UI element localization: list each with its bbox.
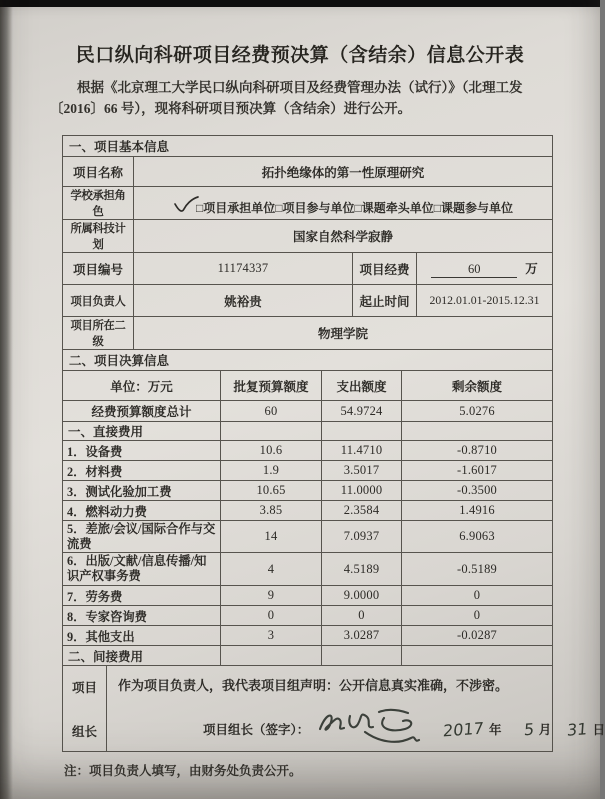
empty-cell <box>322 422 402 441</box>
row-label: 1．设备费 <box>63 441 221 461</box>
table-row <box>63 285 553 317</box>
intro-line-1: 根据《北京理工大学民口纵向科研项目及经费管理办法（试行）》（北理工发 <box>77 80 523 95</box>
row-spent: 3.0287 <box>322 626 402 646</box>
role-label: 学校承担角色 <box>63 187 134 220</box>
budget-row <box>63 606 553 626</box>
empty-cell <box>402 646 553 666</box>
photo-left-edge <box>0 0 13 799</box>
row-approved: 0 <box>221 606 322 626</box>
school-label: 项目所在二级 <box>63 317 134 350</box>
school-value: 物理学院 <box>134 317 553 350</box>
row-remaining: -1.6017 <box>402 461 553 481</box>
direct-cost-label: 一、直接费用 <box>63 422 221 441</box>
fund-unit: 万 <box>525 262 538 276</box>
year-unit: 年 <box>488 723 502 737</box>
row-label: 7．劳务费 <box>63 586 221 606</box>
project-name-label: 项目名称 <box>63 157 134 187</box>
row-remaining: -0.5189 <box>402 553 553 586</box>
declaration-body-cell <box>107 666 605 752</box>
project-number-label: 项目编号 <box>63 253 134 285</box>
total-remaining: 5.0276 <box>402 401 553 422</box>
checkmark-icon <box>173 195 200 216</box>
role-options-text: □项目承担单位□项目参与单位□课题牵头单位□课题参与单位 <box>196 200 513 215</box>
total-spent: 54.9724 <box>322 401 402 422</box>
table-row <box>63 253 553 285</box>
section-title-budget: 二、项目决算信息 <box>63 350 553 371</box>
row-label: 6．出版/文献/信息传播/知识产权事务费 <box>63 553 221 586</box>
row-approved: 3.85 <box>221 501 322 521</box>
col-header-approved: 批复预算额度 <box>221 371 322 401</box>
row-spent: 3.5017 <box>322 461 402 481</box>
empty-cell <box>402 422 553 441</box>
row-spent: 11.0000 <box>322 481 402 501</box>
budget-total-row <box>63 401 553 422</box>
row-spent: 2.3584 <box>322 501 402 521</box>
footer-note: 注：项目负责人填写，由财务处负责公开。 <box>64 764 302 778</box>
row-remaining: 6.9063 <box>402 521 553 553</box>
row-spent: 4.5189 <box>322 553 402 586</box>
declaration-label-cell <box>63 666 107 752</box>
table-row <box>63 157 553 187</box>
row-label: 4．燃料动力费 <box>63 501 221 521</box>
leader-label: 项目负责人 <box>63 285 134 317</box>
row-spent: 11.4710 <box>322 441 402 461</box>
period-value: 2012.01.01-2015.12.31 <box>417 285 553 317</box>
budget-header-row <box>63 371 553 401</box>
signature-label: 项目组长（签字）： <box>203 723 310 737</box>
handwritten-day: 31 <box>566 718 589 740</box>
handwritten-year: 2017 <box>442 718 485 740</box>
row-approved: 9 <box>221 586 322 606</box>
empty-cell <box>221 646 322 666</box>
photo-top-edge <box>0 0 600 7</box>
table-row <box>63 187 553 220</box>
declaration-label-top: 项目 <box>71 681 97 695</box>
row-label: 5．差旅/会议/国际合作与交流费 <box>63 521 221 553</box>
table-row <box>63 317 553 350</box>
row-spent: 9.0000 <box>322 586 402 606</box>
row-remaining: -0.8710 <box>402 441 553 461</box>
row-remaining: 0 <box>402 606 553 626</box>
indirect-cost-header-row <box>63 646 553 666</box>
indirect-cost-label: 二、间接费用 <box>63 646 221 666</box>
row-approved: 3 <box>221 626 322 646</box>
leader-value: 姚裕贵 <box>134 285 353 317</box>
total-label: 经费预算额度总计 <box>63 401 221 422</box>
intro-line-2: 〔2016〕66 号），现将科研项目预决算（含结余）进行公开。 <box>50 100 412 116</box>
row-remaining: -0.0287 <box>402 626 553 646</box>
project-number-value: 11174337 <box>134 253 353 285</box>
row-spent: 0 <box>322 606 402 626</box>
intro-paragraph <box>50 78 554 119</box>
page-title: 民口纵向科研项目经费预决算（含结余）信息公开表 <box>75 45 525 66</box>
row-label: 2．材料费 <box>63 461 221 481</box>
col-header-remaining: 剩余额度 <box>402 371 553 401</box>
row-remaining: 0 <box>402 586 553 606</box>
signature-line <box>107 711 605 747</box>
plan-label: 所属科技计划 <box>63 220 134 253</box>
fund-value-cell <box>417 253 553 285</box>
budget-row <box>63 626 553 646</box>
row-approved: 1.9 <box>221 461 322 481</box>
total-approved: 60 <box>221 401 322 422</box>
direct-cost-header-row <box>63 422 553 441</box>
month-unit: 月 <box>538 723 552 737</box>
table-row <box>63 136 553 157</box>
budget-table <box>62 349 553 666</box>
declaration-statement: 作为项目负责人，我代表项目组声明：公开信息真实准确，不涉密。 <box>118 678 509 693</box>
table-row <box>63 350 553 371</box>
handwritten-month: 5 <box>522 719 535 739</box>
budget-row <box>63 441 553 461</box>
row-approved: 10.65 <box>221 481 322 501</box>
row-label: 8．专家咨询费 <box>63 606 221 626</box>
paper-form <box>0 7 605 779</box>
unit-header: 单位：万元 <box>63 371 221 401</box>
row-label: 9．其他支出 <box>63 626 221 646</box>
empty-cell <box>221 422 322 441</box>
budget-row <box>63 586 553 606</box>
row-approved: 10.6 <box>221 441 322 461</box>
row-remaining: -0.3500 <box>402 481 553 501</box>
declaration-table <box>62 665 605 752</box>
budget-row <box>63 481 553 501</box>
declaration-row <box>63 666 553 752</box>
row-spent: 7.0937 <box>322 521 402 553</box>
table-row <box>63 220 553 253</box>
period-label: 起止时间 <box>353 285 417 317</box>
declaration-label-bottom: 组长 <box>71 725 97 739</box>
fund-label: 项目经费 <box>353 253 417 285</box>
project-name-value: 拓扑绝缘体的第一性原理研究 <box>134 157 553 187</box>
role-options-cell <box>134 187 553 220</box>
plan-value: 国家自然科学寂静 <box>134 220 553 253</box>
fund-amount: 60 <box>431 262 517 278</box>
row-label: 3．测试化验加工费 <box>63 481 221 501</box>
basic-info-table <box>62 135 553 350</box>
budget-row <box>63 521 553 553</box>
day-unit: 日 <box>592 723 605 737</box>
empty-cell <box>322 646 402 666</box>
budget-row <box>63 553 553 586</box>
row-approved: 4 <box>221 553 322 586</box>
col-header-spent: 支出额度 <box>322 371 402 401</box>
row-approved: 14 <box>221 521 322 553</box>
signature-handwriting-icon <box>313 705 425 747</box>
budget-row <box>63 501 553 521</box>
budget-row <box>63 461 553 481</box>
section-title-basic-info: 一、项目基本信息 <box>63 136 553 157</box>
row-remaining: 1.4916 <box>402 501 553 521</box>
